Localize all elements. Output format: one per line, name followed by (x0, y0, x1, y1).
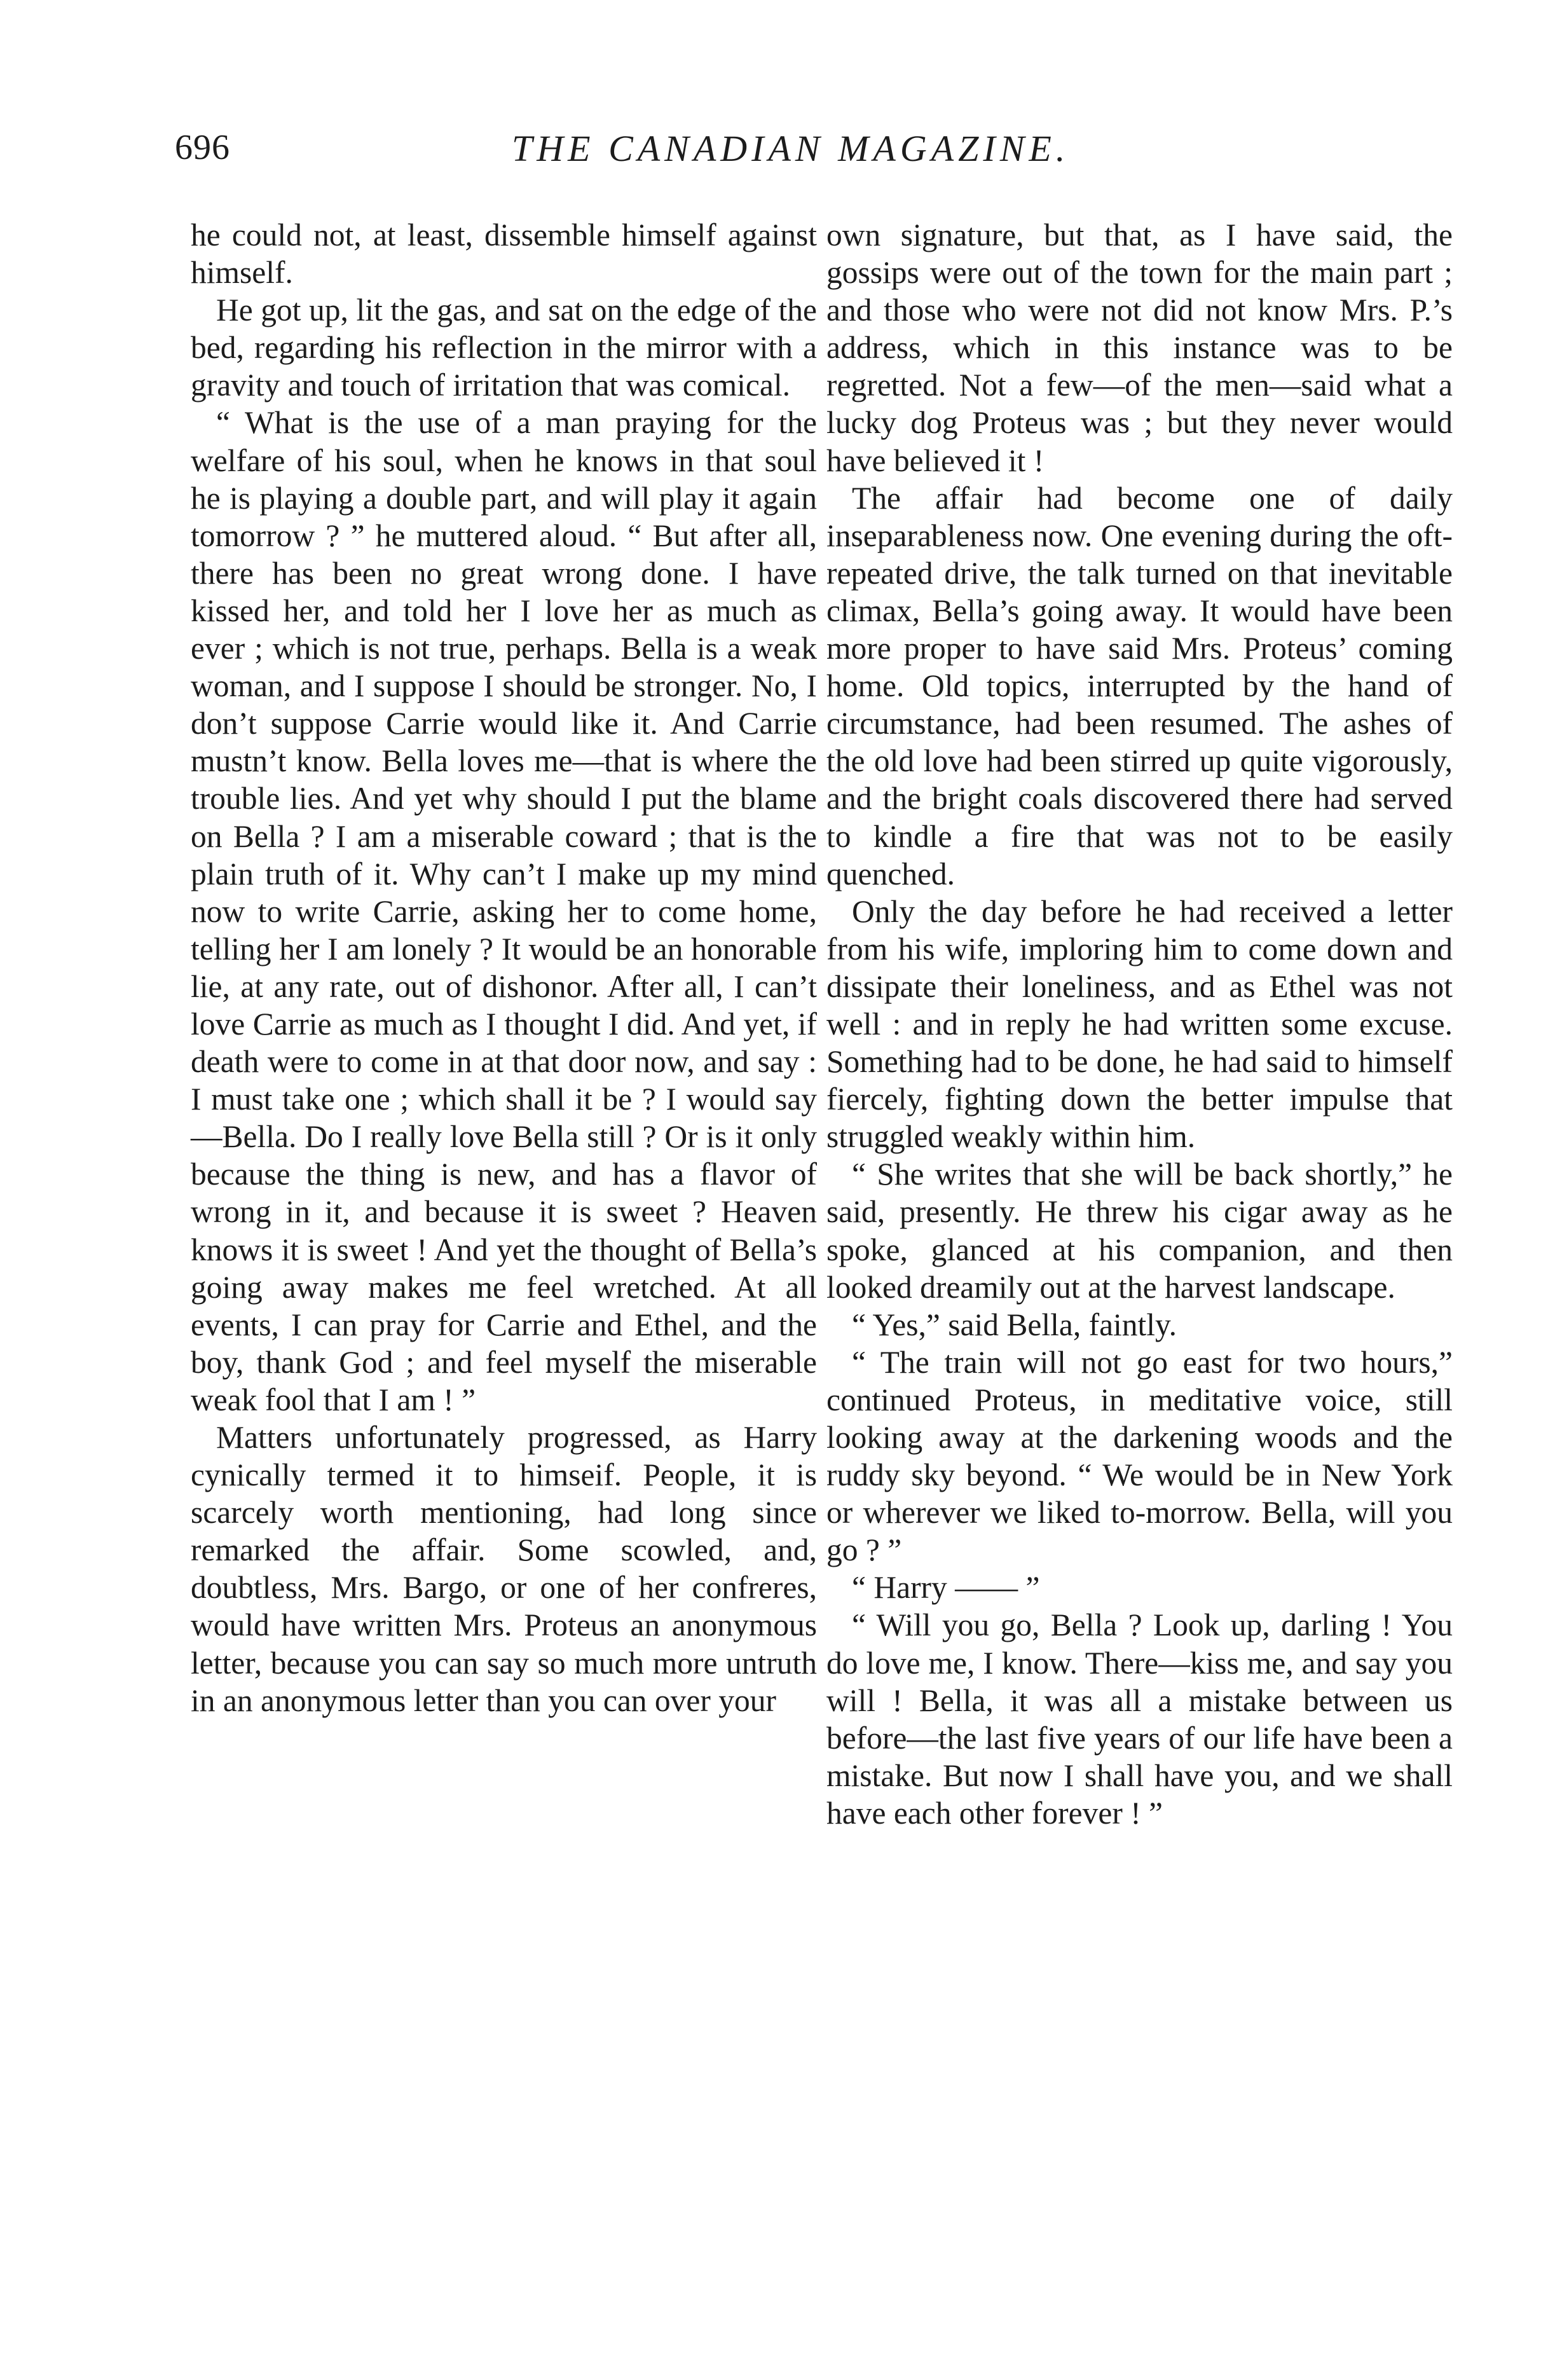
paragraph: Matters unfortunately progressed, as Harry cynically termed it to himseif. People, it is scarcely worth mentioning, had long since remarked the affair. Some scowled, and, doubtless, Mrs. Bargo, or one of her confreres, would have written Mrs. Proteus an anonymous letter, because you can say so much more untruth in an anonymous letter than you can over your (191, 1420, 817, 1718)
paragraph: “ The train will not go east for two hours,” continued Proteus, in meditative voice, still looking away at the darkening woods and the ruddy sky beyond. “ We would be in New York or wherever we liked to-morrow. Bella, will you go ? ” (826, 1344, 1453, 1568)
paragraph: He got up, lit the gas, and sat on the edge of the bed, regarding his reflection in the mirror with a gravity and touch of irritation that was comical. (191, 292, 817, 403)
paragraph: The affair had become one of daily inseparableness now. One evening during the oft-repeated drive, the talk turned on that inevitable climax, Bella’s going away. It would have been more proper to have said Mrs. Proteus’ coming home. Old topics, interrupted by the hand of circumstance, had been resumed. The ashes of the old love had been stirred up quite vigorously, and the bright coals discovered there had served to kindle a fire that was not to be easily quenched. (826, 480, 1453, 891)
paragraph: “ She writes that she will be back shortly,” he said, presently. He threw his cigar away as he spoke, glanced at his companion, and then looked dreamily out at the harvest landscape. (826, 1157, 1453, 1305)
page-header (175, 127, 1437, 178)
page-number: 696 (175, 128, 230, 167)
paragraph: Only the day before he had received a letter from his wife, imploring him to come down and dissipate their loneliness, and as Ethel was not well : and in reply he had written some excuse. Something had to be done, he had said to himself fiercely, fighting down the better impulse that struggled weakly within him. (826, 893, 1453, 1155)
paragraph: “ What is the use of a man praying for the welfare of his soul, when he knows in that soul he is playing a double part, and will play it again tomorrow ? ” he muttered aloud. “ But after all, there has been no great wrong done. I have kissed her, and told her I love her as much as ever ; which is not true, perhaps. Bella is a weak woman, and I suppose I should be stronger. No, I don’t suppose Carrie would like it. And Carrie mustn’t know. Bella loves me—that is where the trouble lies. And yet why should I put the blame on Bella ? I am a miserable coward ; that is the plain truth of it. Why can’t I make up my mind now to write Carrie, asking her to come home, telling her I am lonely ? It would be an honorable lie, at any rate, out of dishonor. After all, I can’t love Carrie as much as I thought I did. And yet, if death were to come in at that door now, and say : I must take one ; which shall it be ? I would say—Bella. Do I really love Bella still ? Or is it only because the thing is new, and has a flavor of wrong in it, and because it is sweet ? Heaven knows it is sweet ! And yet the thought of Bella’s going away makes me feel wretched. At all events, I can pray for Carrie and Ethel, and the boy, thank God ; and feel myself the miserable weak fool that I am ! ” (191, 405, 817, 1417)
paragraph: “ Will you go, Bella ? Look up, darling ! You do love me, I know. There—kiss me, and say you will ! Bella, it was all a mistake between us before—the last five years of our life have been a mistake. But now I shall have you, and we shall have each other forever ! ” (826, 1607, 1453, 1831)
paragraph: “ Yes,” said Bella, faintly. (852, 1307, 1177, 1342)
paragraph: “ Harry —— ” (852, 1570, 1040, 1606)
paragraph: own signature, but that, as I have said, the gossips were out of the town for the main part ; and those who were not did not know Mrs. P.’s address, which in this instance was to be regretted. Not a few—of the men—said what a lucky dog Proteus was ; but they never would have believed it ! (826, 217, 1453, 478)
running-title: THE CANADIAN MAGAZINE. (512, 128, 1070, 169)
paragraph: he could not, at least, dissemble himself against himself. (191, 217, 817, 291)
right-column (826, 216, 1453, 1832)
left-column (191, 216, 817, 1719)
